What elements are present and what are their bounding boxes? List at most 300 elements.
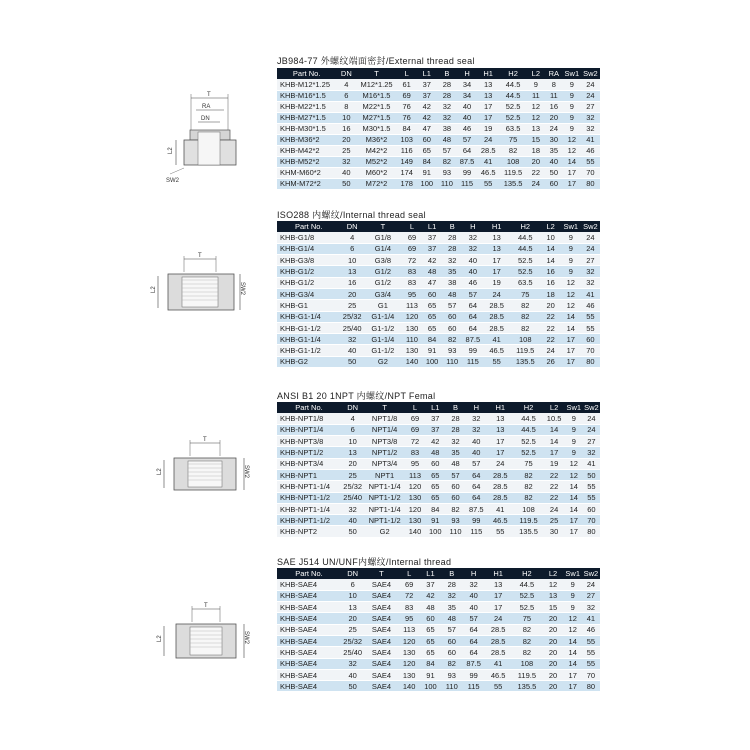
table-cell: 63.5 (510, 277, 541, 288)
table-row (277, 101, 600, 112)
table-cell: NPT1/8 (364, 413, 405, 424)
table-cell: 91 (422, 345, 442, 356)
table-cell: 110 (402, 334, 422, 345)
table-cell: 28 (445, 413, 465, 424)
sae-fitting-diagram (148, 598, 258, 673)
table-row (277, 243, 600, 254)
part-number-cell: KHB-M12*1.25 (277, 79, 336, 90)
table-cell: 17 (564, 669, 582, 680)
table-cell: 93 (445, 515, 465, 526)
part-number-cell: KHB-G1 (277, 300, 341, 311)
table-cell: 20 (542, 624, 563, 635)
table-cell: 46.5 (483, 345, 509, 356)
part-number-cell: KHB-M42*2 (277, 145, 336, 156)
table-cell: 13 (341, 602, 364, 613)
table-cell: 14 (565, 492, 583, 503)
column-header: T (364, 402, 405, 413)
dim-label-ra: RA (202, 104, 211, 110)
table-cell: 24 (541, 345, 561, 356)
table-cell: 50 (341, 681, 364, 692)
column-header: L (399, 568, 420, 579)
table-cell: 41 (581, 288, 600, 299)
table-cell: 28.5 (483, 300, 509, 311)
table-cell: 46 (462, 277, 483, 288)
table-cell: 20 (541, 300, 561, 311)
table-cell: 82 (511, 624, 542, 635)
table-cell: 93 (437, 167, 457, 178)
table-cell: 14 (565, 481, 583, 492)
table-cell: 41 (487, 503, 514, 514)
table-cell: 60 (445, 481, 465, 492)
table-cell: 20 (341, 458, 364, 469)
table-row (277, 613, 600, 624)
table-cell: 28 (442, 232, 462, 243)
part-number-cell: KHB-SAE4 (277, 681, 341, 692)
table-cell: 50 (336, 178, 356, 189)
column-header: Sw2 (584, 403, 599, 412)
part-number-cell: KHM-M60*2 (277, 167, 336, 178)
table-cell: 13 (341, 447, 364, 458)
table-cell: 8 (545, 79, 563, 90)
table-row (277, 635, 600, 646)
table-cell: 13 (483, 232, 509, 243)
table-cell: 25 (336, 145, 356, 156)
table-cell: 52.5 (511, 602, 542, 613)
column-header: DN (341, 402, 364, 413)
part-number-cell: KHB-SAE4 (277, 658, 341, 669)
table-cell: 6 (341, 243, 364, 254)
part-number-cell: KHB-SAE4 (277, 613, 341, 624)
table-cell: 28 (437, 90, 457, 101)
table-cell: 46 (457, 123, 477, 134)
table-cell: 82 (441, 658, 462, 669)
table-cell: M22*1.5 (356, 101, 396, 112)
table-cell: 115 (457, 178, 477, 189)
npt-fitting-diagram (148, 430, 258, 505)
table-cell: 41 (485, 658, 512, 669)
table-cell: 120 (405, 481, 425, 492)
table-cell: 52.5 (499, 112, 527, 123)
table-row (277, 345, 600, 356)
table-cell: 14 (564, 658, 582, 669)
column-header: H2 (510, 221, 541, 232)
part-number-cell: KHB-SAE4 (277, 624, 341, 635)
table-row (277, 134, 600, 145)
part-number-cell: KHB-NPT1-1/2 (277, 492, 341, 503)
table-row (277, 492, 600, 503)
table-cell: 12 (527, 101, 545, 112)
table-cell: 100 (425, 526, 445, 537)
table-cell: 26 (541, 356, 561, 367)
part-number-cell: KHB-G1-1/2 (277, 345, 341, 356)
table-cell: 113 (405, 469, 425, 480)
column-header: DN (341, 221, 364, 232)
table-cell: 24 (581, 90, 600, 101)
table-header-row (277, 68, 600, 79)
table-cell: G1-1/2 (364, 345, 402, 356)
table-cell: 34 (457, 90, 477, 101)
table-cell: M42*2 (356, 145, 396, 156)
table-cell: 55 (583, 492, 600, 503)
table-cell: 55 (582, 658, 600, 669)
table-cell: 93 (441, 669, 462, 680)
table-cell: 70 (583, 515, 600, 526)
table-cell: 14 (564, 647, 582, 658)
table-cell: 82 (442, 334, 462, 345)
table-cell: 50 (545, 167, 563, 178)
table-cell: 17 (563, 167, 581, 178)
table-cell: 24 (527, 178, 545, 189)
table-cell: 57 (437, 145, 457, 156)
table-cell: 20 (336, 134, 356, 145)
table-cell: 64 (462, 635, 484, 646)
table-cell: 76 (397, 101, 417, 112)
table-cell: 99 (466, 515, 487, 526)
table-cell: 82 (510, 300, 541, 311)
table-cell: 30 (545, 134, 563, 145)
table-cell: 14 (541, 255, 561, 266)
table-cell: 55 (487, 526, 514, 537)
table-cell: 13 (485, 579, 512, 590)
table-cell: 48 (442, 288, 462, 299)
table-header-row (277, 221, 600, 232)
table-cell: 22 (543, 481, 564, 492)
table-cell: 48 (422, 266, 442, 277)
table-cell: 80 (583, 526, 600, 537)
table-cell: 37 (422, 243, 442, 254)
table-cell: 4 (341, 232, 364, 243)
table-cell: 44.5 (514, 424, 544, 435)
table-cell: G3/4 (364, 288, 402, 299)
table-cell: NPT1-1/2 (364, 492, 405, 503)
table-row (277, 413, 600, 424)
table-cell: 70 (581, 167, 600, 178)
table-cell: NPT1/2 (364, 447, 405, 458)
table-cell: 120 (399, 635, 420, 646)
table-cell: 25/40 (341, 647, 364, 658)
table-cell: 75 (499, 134, 527, 145)
column-header: H (462, 221, 483, 232)
table-cell: 65 (420, 647, 441, 658)
table-cell: 12 (563, 145, 581, 156)
table-cell: 22 (527, 167, 545, 178)
table-cell: 16 (336, 123, 356, 134)
table-cell: 10 (341, 436, 364, 447)
table-cell: 65 (425, 469, 445, 480)
table-cell: 44.5 (510, 243, 541, 254)
column-header: DN (336, 68, 356, 79)
table-cell: 24 (583, 424, 600, 435)
table-cell: 9 (564, 602, 582, 613)
table-cell: 110 (442, 356, 462, 367)
column-header: L1 (417, 68, 437, 79)
table-cell: 35 (442, 266, 462, 277)
column-header: T (364, 221, 402, 232)
column-header: H1 (477, 68, 499, 79)
table-cell: 60 (422, 288, 442, 299)
table-cell: 80 (582, 681, 600, 692)
column-header: H (466, 402, 487, 413)
table-cell: 69 (399, 579, 420, 590)
table-cell: 130 (405, 515, 425, 526)
table-row (277, 624, 600, 635)
table-cell: 28 (442, 243, 462, 254)
table-cell: 9 (565, 436, 583, 447)
table-cell: 20 (341, 613, 364, 624)
table-cell: 119.5 (511, 669, 542, 680)
table-cell: 40 (466, 447, 487, 458)
table-cell: 17 (477, 101, 499, 112)
table-cell: 64 (462, 624, 484, 635)
table-row (277, 255, 600, 266)
table-row (277, 590, 600, 601)
table-cell: 10 (341, 255, 364, 266)
table-cell: 48 (441, 613, 462, 624)
table-cell: 100 (422, 356, 442, 367)
table-cell: 15 (527, 134, 545, 145)
table-cell: 82 (437, 156, 457, 167)
table-cell: 87.5 (462, 334, 483, 345)
table-cell: 52.5 (514, 436, 544, 447)
table-cell: 115 (466, 526, 487, 537)
table-cell: 14 (561, 322, 581, 333)
column-header: Sw2 (581, 221, 600, 232)
part-number-cell: KHB-NPT3/8 (277, 436, 341, 447)
table-cell: 135.5 (510, 356, 541, 367)
table-cell: 32 (581, 123, 600, 134)
table-cell: 50 (583, 469, 600, 480)
part-number-cell: KHB-G3/8 (277, 255, 341, 266)
part-number-cell: KHB-G1-1/4 (277, 311, 341, 322)
table-row (277, 481, 600, 492)
table-cell: 13 (483, 243, 509, 254)
table-cell: 113 (402, 300, 422, 311)
column-header: H (462, 568, 484, 579)
table-cell: SAE4 (364, 613, 398, 624)
table-cell: 60 (583, 503, 600, 514)
table-cell: 4 (341, 413, 364, 424)
table-cell: 83 (402, 277, 422, 288)
dim-label-l2: L2 (157, 468, 163, 475)
table-cell: 115 (462, 681, 484, 692)
table-cell: G1 (364, 300, 402, 311)
table-cell: 135.5 (514, 526, 544, 537)
table-cell: 9 (563, 112, 581, 123)
table-cell: 75 (510, 288, 541, 299)
table-cell: 60 (441, 647, 462, 658)
table-cell: 57 (442, 300, 462, 311)
table-cell: 75 (511, 613, 542, 624)
table-cell: G1-1/4 (364, 334, 402, 345)
table-cell: 9 (527, 79, 545, 90)
column-header: H (457, 68, 477, 79)
table-cell: 40 (341, 669, 364, 680)
dim-label-t: T (207, 92, 211, 98)
column-header: B (437, 68, 457, 79)
table-cell: 65 (422, 322, 442, 333)
table-row (277, 669, 600, 680)
table-cell: 27 (581, 101, 600, 112)
table-cell: SAE4 (364, 635, 398, 646)
table-cell: 41 (583, 458, 600, 469)
table-cell: 14 (563, 156, 581, 167)
table-cell: 35 (441, 602, 462, 613)
column-header: H2 (511, 568, 542, 579)
table-row (277, 300, 600, 311)
table-cell: 24 (582, 579, 600, 590)
table-cell: 40 (457, 112, 477, 123)
table-cell: 38 (437, 123, 457, 134)
table-cell: 64 (462, 300, 483, 311)
table-cell: 55 (582, 647, 600, 658)
table-cell: 13 (542, 590, 563, 601)
table-cell: 22 (543, 469, 564, 480)
table-cell: 42 (417, 101, 437, 112)
table-cell: 9 (565, 447, 583, 458)
external-thread-fitting-diagram (162, 90, 252, 185)
table-cell: 9 (564, 590, 582, 601)
table-cell: 70 (582, 669, 600, 680)
table-cell: 84 (420, 658, 441, 669)
table-cell: 20 (341, 288, 364, 299)
table-cell: 32 (466, 424, 487, 435)
table-cell: 82 (514, 492, 544, 503)
table-cell: 91 (417, 167, 437, 178)
part-number-cell: KHB-M52*2 (277, 156, 336, 167)
table-cell: 60 (442, 322, 462, 333)
part-number-cell: KHB-M36*2 (277, 134, 336, 145)
column-header: Sw1 (565, 569, 581, 578)
table-cell: 140 (399, 681, 420, 692)
table-cell: 32 (462, 232, 483, 243)
table-cell: 14 (565, 503, 583, 514)
dim-label-t: T (198, 253, 202, 259)
dim-label-dn: DN (201, 116, 210, 122)
table-cell: 28 (441, 579, 462, 590)
table-cell: 40 (462, 266, 483, 277)
table-cell: 82 (514, 469, 544, 480)
table-cell: 17 (483, 255, 509, 266)
table-cell: M30*1.5 (356, 123, 396, 134)
table-cell: 140 (405, 526, 425, 537)
table-cell: 55 (483, 356, 509, 367)
table-cell: 16 (545, 101, 563, 112)
table-cell: 130 (399, 669, 420, 680)
table-cell: 13 (341, 266, 364, 277)
table-cell: 19 (543, 458, 564, 469)
spec-table (277, 221, 600, 368)
table-cell: G1/8 (364, 232, 402, 243)
table-cell: 40 (341, 345, 364, 356)
part-number-cell: KHB-G2 (277, 356, 341, 367)
table-cell: 32 (581, 266, 600, 277)
table-cell: 46 (581, 145, 600, 156)
part-number-cell: KHB-NPT2 (277, 526, 341, 537)
table-cell: 65 (420, 635, 441, 646)
table-cell: 28.5 (483, 311, 509, 322)
table-cell: 12 (565, 458, 583, 469)
table-cell: 12 (561, 277, 581, 288)
table-cell: G2 (364, 356, 402, 367)
table-cell: 37 (425, 424, 445, 435)
table-cell: 24 (543, 503, 564, 514)
table-cell: 12 (563, 134, 581, 145)
column-header: H2 (514, 402, 544, 413)
table-cell: 84 (425, 503, 445, 514)
table-cell: 130 (405, 492, 425, 503)
table-cell: 42 (425, 436, 445, 447)
table-cell: NPT1 (364, 469, 405, 480)
table-cell: 84 (417, 156, 437, 167)
table-cell: 64 (462, 311, 483, 322)
part-number-cell: KHB-M22*1.5 (277, 101, 336, 112)
table-row (277, 458, 600, 469)
table-row (277, 515, 600, 526)
table-cell: 149 (397, 156, 417, 167)
table-row (277, 145, 600, 156)
table-cell: M27*1.5 (356, 112, 396, 123)
table-cell: G1-1/4 (364, 311, 402, 322)
table-cell: 72 (402, 255, 422, 266)
part-number-cell: KHB-NPT1-1/4 (277, 503, 341, 514)
table-row (277, 436, 600, 447)
table-cell: 76 (397, 112, 417, 123)
table-cell: 17 (487, 436, 514, 447)
table-cell: 17 (565, 526, 583, 537)
table-row (277, 681, 600, 692)
table-row (277, 123, 600, 134)
table-cell: 83 (402, 266, 422, 277)
table-cell: 17 (564, 681, 582, 692)
table-cell: M12*1.25 (356, 79, 396, 90)
table-cell: 11 (527, 90, 545, 101)
part-number-cell: KHB-G1/2 (277, 277, 341, 288)
table-cell: 25 (341, 624, 364, 635)
table-cell: 38 (442, 277, 462, 288)
table-cell: 41 (477, 156, 499, 167)
table-cell: 100 (420, 681, 441, 692)
section-title: ANSI B1 20 1NPT 内螺纹/NPT Femal (277, 391, 436, 401)
internal-thread-fitting-diagram (140, 250, 250, 325)
table-cell: 32 (462, 243, 483, 254)
table-cell: 6 (341, 424, 364, 435)
spec-table (277, 568, 600, 692)
table-cell: 61 (397, 79, 417, 90)
table-cell: 25 (543, 515, 564, 526)
table-cell: 42 (422, 255, 442, 266)
table-cell: 12 (564, 613, 582, 624)
table-cell: 120 (405, 503, 425, 514)
table-cell: 16 (341, 277, 364, 288)
table-row (277, 311, 600, 322)
table-cell: 32 (462, 579, 484, 590)
part-number-cell: KHB-G1/8 (277, 232, 341, 243)
table-cell: 17 (561, 356, 581, 367)
table-row (277, 503, 600, 514)
table-cell: 41 (582, 613, 600, 624)
part-number-cell: KHB-SAE4 (277, 579, 341, 590)
table-cell: G2 (364, 526, 405, 537)
table-cell: 47 (422, 277, 442, 288)
table-cell: 12 (561, 300, 581, 311)
table-cell: 115 (462, 356, 483, 367)
dim-label-sw2: SW2 (166, 178, 180, 184)
table-cell: 28 (437, 79, 457, 90)
table-cell: 28.5 (483, 322, 509, 333)
table-cell: 24 (487, 458, 514, 469)
table-cell: 40 (341, 515, 364, 526)
table-cell: 28.5 (477, 145, 499, 156)
